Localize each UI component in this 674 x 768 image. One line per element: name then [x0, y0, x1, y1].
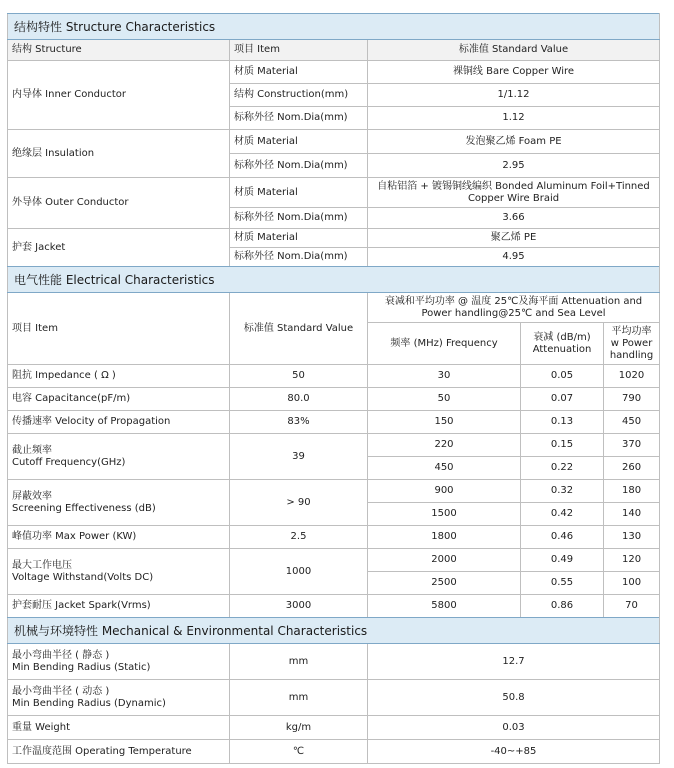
table-cell: 0.46	[521, 526, 604, 549]
electrical-table	[7, 266, 660, 618]
attenuation-group-header: 衰减和平均功率 @ 温度 25℃及海平面 Attenuation and Power handling@25℃ and Sea Level	[368, 293, 660, 323]
table-cell: 标称外径 Nom.Dia(mm)	[230, 154, 368, 178]
table-cell: 370	[604, 434, 660, 457]
spec-sheet	[7, 13, 659, 764]
dynamic-radius-label	[8, 680, 230, 716]
table-cell: 0.55	[521, 572, 604, 595]
table-cell: 450	[604, 411, 660, 434]
table-cell: 30	[368, 365, 521, 388]
max-power-label: 峰值功率 Max Power (KW)	[8, 526, 230, 549]
table-cell: 12.7	[368, 644, 660, 680]
static-radius-label-cn: 最小弯曲半径 ( 静态 )	[12, 649, 110, 661]
weight-label: 重量 Weight	[8, 716, 230, 740]
table-cell: 聚乙烯 PE	[368, 229, 660, 248]
voltage-label-en: Voltage Withstand(Volts DC)	[12, 571, 154, 583]
inner-conductor-label: 内导体 Inner Conductor	[8, 61, 230, 130]
table-cell: 裸铜线 Bare Copper Wire	[368, 61, 660, 84]
structure-table	[7, 13, 660, 267]
table-cell: 1.12	[368, 107, 660, 130]
table-cell: 1500	[368, 503, 521, 526]
table-cell: 83%	[230, 411, 368, 434]
voltage-label-cn: 最大工作电压	[12, 559, 72, 571]
table-cell: 标称外径 Nom.Dia(mm)	[230, 248, 368, 267]
voltage-label	[8, 549, 230, 595]
table-cell: 130	[604, 526, 660, 549]
screening-label	[8, 480, 230, 526]
table-cell: 2000	[368, 549, 521, 572]
table-cell: 2.5	[230, 526, 368, 549]
static-radius-label	[8, 644, 230, 680]
table-cell: 0.13	[521, 411, 604, 434]
table-cell: 0.15	[521, 434, 604, 457]
electrical-item-header: 项目 Item	[8, 293, 230, 365]
table-cell: 220	[368, 434, 521, 457]
table-cell: 0.05	[521, 365, 604, 388]
table-cell: 4.95	[368, 248, 660, 267]
table-cell: 结构 Construction(mm)	[230, 84, 368, 107]
table-cell: mm	[230, 680, 368, 716]
table-cell: 1800	[368, 526, 521, 549]
table-cell: 39	[230, 434, 368, 480]
table-cell: 180	[604, 480, 660, 503]
table-cell: -40~+85	[368, 740, 660, 764]
item-header: 项目 Item	[230, 40, 368, 61]
standard-value-header: 标准值 Standard Value	[368, 40, 660, 61]
table-cell: 0.49	[521, 549, 604, 572]
table-cell: 标称外径 Nom.Dia(mm)	[230, 208, 368, 229]
table-cell: 自粘铝箔 + 镀锡铜线编织 Bonded Aluminum Foil+Tinned Copper Wire Braid	[368, 178, 660, 208]
table-cell: 80.0	[230, 388, 368, 411]
table-cell: 790	[604, 388, 660, 411]
table-cell: 50	[230, 365, 368, 388]
screening-label-cn: 屏蔽效率	[12, 490, 52, 502]
table-cell: kg/m	[230, 716, 368, 740]
table-cell: 50.8	[368, 680, 660, 716]
velocity-label: 传播速率 Velocity of Propagation	[8, 411, 230, 434]
table-cell: 0.32	[521, 480, 604, 503]
table-cell: 材质 Material	[230, 178, 368, 208]
electrical-standard-header: 标准值 Standard Value	[230, 293, 368, 365]
table-cell: mm	[230, 644, 368, 680]
table-cell: 260	[604, 457, 660, 480]
table-cell: 1000	[230, 549, 368, 595]
table-cell: 0.42	[521, 503, 604, 526]
power-header: 平均功率 w Power handling	[604, 323, 660, 365]
cutoff-label	[8, 434, 230, 480]
mechanical-table	[7, 617, 660, 764]
table-cell: > 90	[230, 480, 368, 526]
outer-conductor-label: 外导体 Outer Conductor	[8, 178, 230, 229]
table-cell: 0.07	[521, 388, 604, 411]
table-cell: 150	[368, 411, 521, 434]
table-cell: 450	[368, 457, 521, 480]
table-cell: 材质 Material	[230, 229, 368, 248]
table-cell: 50	[368, 388, 521, 411]
table-cell: 0.03	[368, 716, 660, 740]
cutoff-label-en: Cutoff Frequency(GHz)	[12, 456, 126, 468]
cutoff-label-cn: 截止频率	[12, 444, 52, 456]
jacket-label: 护套 Jacket	[8, 229, 230, 267]
attenuation-header: 衰减 (dB/m) Attenuation	[521, 323, 604, 365]
table-cell: 标称外径 Nom.Dia(mm)	[230, 107, 368, 130]
table-cell: 发泡聚乙烯 Foam PE	[368, 130, 660, 154]
table-cell: 5800	[368, 595, 521, 618]
table-cell: 材质 Material	[230, 130, 368, 154]
spark-label: 护套耐压 Jacket Spark(Vrms)	[8, 595, 230, 618]
structure-header: 结构 Structure	[8, 40, 230, 61]
insulation-label: 绝缘层 Insulation	[8, 130, 230, 178]
table-cell: 100	[604, 572, 660, 595]
frequency-header: 频率 (MHz) Frequency	[368, 323, 521, 365]
table-cell: 1/1.12	[368, 84, 660, 107]
mechanical-section-title: 机械与环境特性 Mechanical & Environmental Characteristics	[8, 618, 660, 644]
capacitance-label: 电容 Capacitance(pF/m)	[8, 388, 230, 411]
table-cell: 3000	[230, 595, 368, 618]
dynamic-radius-label-cn: 最小弯曲半径 ( 动态 )	[12, 685, 110, 697]
table-cell: 2500	[368, 572, 521, 595]
impedance-label: 阻抗 Impedance ( Ω )	[8, 365, 230, 388]
table-cell: 70	[604, 595, 660, 618]
table-cell: 1020	[604, 365, 660, 388]
table-cell: 120	[604, 549, 660, 572]
table-cell: 材质 Material	[230, 61, 368, 84]
table-cell: 0.22	[521, 457, 604, 480]
table-cell: 140	[604, 503, 660, 526]
temperature-label: 工作温度范围 Operating Temperature	[8, 740, 230, 764]
table-cell: 2.95	[368, 154, 660, 178]
dynamic-radius-label-en: Min Bending Radius (Dynamic)	[12, 697, 166, 709]
structure-section-title: 结构特性 Structure Characteristics	[8, 14, 660, 40]
table-cell: 0.86	[521, 595, 604, 618]
table-cell: ℃	[230, 740, 368, 764]
table-cell: 3.66	[368, 208, 660, 229]
static-radius-label-en: Min Bending Radius (Static)	[12, 661, 151, 673]
screening-label-en: Screening Effectiveness (dB)	[12, 502, 156, 514]
table-cell: 900	[368, 480, 521, 503]
electrical-section-title: 电气性能 Electrical Characteristics	[8, 267, 660, 293]
